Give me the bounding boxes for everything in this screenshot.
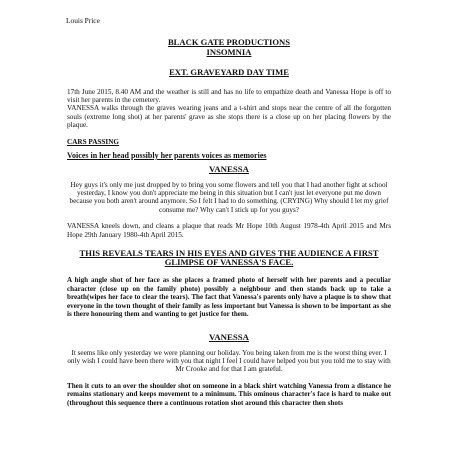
opening-action-paragraph <box>67 88 391 130</box>
bold-action-paragraph: Then it cuts to an over the shoulder shot on someone in a black shirt watching Vanessa from a distance he remains stationary and keeps movement to a minimum. This ominous character's face is hard to make out (throughout this sequence there a continuous rotation shot around this character then shots <box>67 381 391 407</box>
production-company-title: BLACK GATE PRODUCTIONS <box>167 37 291 47</box>
dialogue-block: It seems like only yesterday we were planning our holiday. You being taken from me is the worst thing ever. I only wish I could have been there with you that night I feel I could have helped you but you told me to stay with Mr Crooke and for that I am grateful. <box>67 348 391 374</box>
film-title: INSOMNIA <box>206 46 252 57</box>
scene-heading: EXT. GRAVEYARD DAY TIME <box>169 66 289 77</box>
action-paragraph: VANESSA kneels down, and cleans a plaque that reads Mr Hope 10th August 1978-4th April 2015 and Mrs Hope 29th January 1980-4th April 2015. <box>67 222 391 239</box>
opening-action-text: 17th June 2015, 8.40 AM and the weather is still and has no life to empathize death and Vanessa Hope is off to visit her parents in the cemetery. VANESSA walks through the graves wearing jeans and a t-shirt and stops near the centre of all the forgotten souls (extreme long shot) at her parents' grave as she stops there is a close up on her placing flowers by the plaque. <box>67 87 391 130</box>
character-name: VANESSA <box>209 331 249 342</box>
bold-action-paragraph: A high angle shot of her face as she places a framed photo of herself with her parents and a peculiar character (close up on the family photo) possibly a neighbour and then stands back up to take a breath(wipes her face to clear the tears). The fact that Vanessa's parents only have a plaque is to show that everyone in the town thought of their family as less important but Vanessa is shown to be important as she is there honouring them and wanting to get justice for them. <box>67 276 391 319</box>
dialogue-block: Hey guys it's only me just dropped by to bring you some flowers and tell you that I had another fight at school yesterday, I know you don't appreciate me being in this situation but I can't just let everyone put me down because you both aren't around anymore. So I felt I had to do something. (CRYING) Why should I let my grief consume me? Why can't I stick up for you guys? <box>69 180 389 214</box>
voices-cue: Voices in her head possibly her parents voices as memories <box>67 151 267 161</box>
sound-cue: CARS PASSING <box>67 137 119 146</box>
author-name: Louis Price <box>66 16 100 25</box>
character-name: VANESSA <box>209 163 249 174</box>
reveal-heading: THIS REVEALS TEARS IN HIS EYES AND GIVES THE AUDIENCE A FIRST GLIMPSE OF VANESSA'S FACE. <box>79 248 379 268</box>
